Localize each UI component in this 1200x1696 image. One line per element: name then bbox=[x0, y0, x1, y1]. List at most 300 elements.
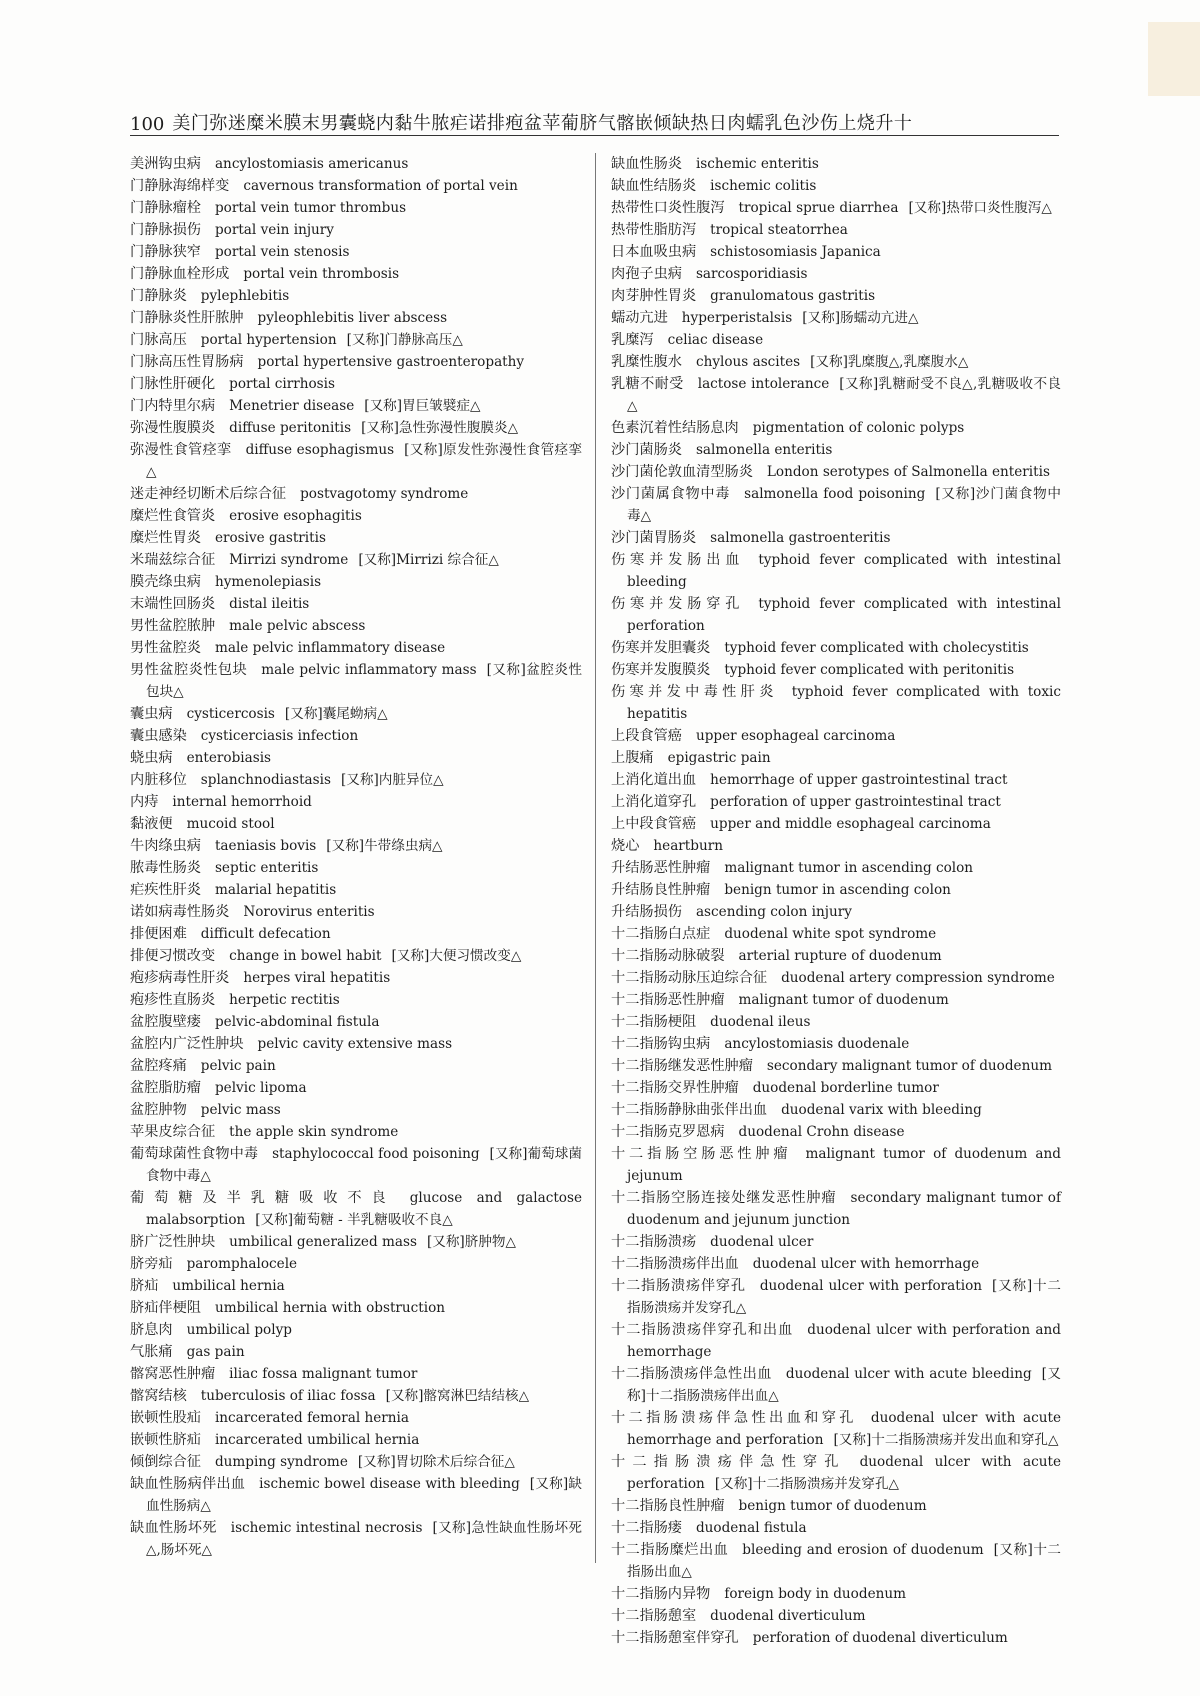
term-alias: [又称]乳糖耐受不良△,乳糖吸收不良△ bbox=[627, 376, 1061, 414]
glossary-entry bbox=[130, 1275, 582, 1297]
term-chinese: 盆腔疼痛 bbox=[130, 1058, 187, 1074]
term-chinese: 十二指肠溃疡伴穿孔和出血 bbox=[611, 1322, 794, 1338]
term-alias: [又称]原发性弥漫性食管痉挛△ bbox=[146, 442, 582, 480]
term-chinese: 倾倒综合征 bbox=[130, 1454, 201, 1470]
glossary-entry bbox=[611, 857, 1061, 879]
glossary-entry bbox=[130, 857, 582, 879]
glossary-entry bbox=[611, 1099, 1061, 1121]
term-english: ischemic bowel disease with bleeding bbox=[259, 1476, 520, 1492]
glossary-entry bbox=[130, 1429, 582, 1451]
term-english: malignant tumor of duodenum bbox=[738, 992, 949, 1008]
term-chinese: 男性盆腔炎 bbox=[130, 640, 201, 656]
term-alias: [又称]沙门菌食物中毒△ bbox=[627, 486, 1061, 524]
glossary-entry bbox=[130, 1253, 582, 1275]
term-english: postvagotomy syndrome bbox=[300, 486, 469, 502]
glossary-entry bbox=[611, 1011, 1061, 1033]
term-english: heartburn bbox=[653, 838, 723, 854]
term-chinese: 排便困难 bbox=[130, 926, 187, 942]
term-chinese: 脓毒性肠炎 bbox=[130, 860, 201, 876]
glossary-entry bbox=[611, 1517, 1061, 1539]
term-chinese: 门静脉狭窄 bbox=[130, 244, 201, 260]
glossary-entry bbox=[130, 1297, 582, 1319]
term-english: umbilical generalized mass bbox=[229, 1234, 417, 1250]
term-chinese: 上腹痛 bbox=[611, 750, 654, 766]
term-alias: [又称]热带口炎性腹泻△ bbox=[908, 200, 1052, 216]
term-chinese: 十二指肠继发恶性肿瘤 bbox=[611, 1058, 753, 1074]
left-column bbox=[130, 153, 582, 1561]
glossary-entry bbox=[611, 659, 1061, 681]
glossary-entry bbox=[611, 923, 1061, 945]
term-english: upper esophageal carcinoma bbox=[695, 728, 896, 744]
term-alias: [又称]十二指肠溃疡并发出血和穿孔△ bbox=[833, 1432, 1059, 1448]
term-chinese: 苹果皮综合征 bbox=[130, 1124, 216, 1140]
glossary-entry bbox=[611, 329, 1061, 351]
term-english: duodenal ulcer with acute hemorrhage and perforation bbox=[627, 1410, 1061, 1448]
glossary-entry bbox=[130, 1011, 582, 1033]
term-english: diffuse esophagismus bbox=[245, 442, 395, 458]
glossary-entry bbox=[130, 1517, 582, 1561]
term-chinese: 髂窝恶性肿瘤 bbox=[130, 1366, 216, 1382]
glossary-entry bbox=[130, 1143, 582, 1187]
term-alias: [又称]急性弥漫性腹膜炎△ bbox=[361, 420, 519, 436]
glossary-entry bbox=[130, 175, 582, 197]
term-chinese: 升结肠良性肿瘤 bbox=[611, 882, 711, 898]
term-english: pelvic cavity extensive mass bbox=[257, 1036, 453, 1052]
term-english: benign tumor of duodenum bbox=[738, 1498, 927, 1514]
glossary-entry bbox=[611, 1077, 1061, 1099]
term-english: duodenal ulcer with acute bleeding bbox=[785, 1366, 1032, 1382]
term-english: umbilical hernia bbox=[172, 1278, 285, 1294]
glossary-entry bbox=[130, 1473, 582, 1517]
term-alias: [又称]牛带绦虫病△ bbox=[326, 838, 443, 854]
term-chinese: 十二指肠溃疡 bbox=[611, 1234, 697, 1250]
term-english: malarial hepatitis bbox=[214, 882, 337, 898]
glossary-entry bbox=[611, 1055, 1061, 1077]
term-alias: [又称]缺血性肠病△ bbox=[146, 1476, 583, 1514]
term-english: mucoid stool bbox=[186, 816, 275, 832]
term-english: chylous ascites bbox=[695, 354, 801, 370]
glossary-entry bbox=[611, 417, 1061, 439]
glossary-entry bbox=[130, 593, 582, 615]
term-english: bleeding and erosion of duodenum bbox=[742, 1542, 984, 1558]
glossary-entry bbox=[611, 175, 1061, 197]
term-chinese: 肉芽肿性胃炎 bbox=[611, 288, 697, 304]
glossary-entry bbox=[130, 1077, 582, 1099]
term-english: duodenal ileus bbox=[710, 1014, 811, 1030]
term-chinese: 疱疹病毒性肝炎 bbox=[130, 970, 230, 986]
term-chinese: 沙门菌胃肠炎 bbox=[611, 530, 697, 546]
term-chinese: 脐息肉 bbox=[130, 1322, 173, 1338]
glossary-entry bbox=[130, 879, 582, 901]
term-english: staphylococcal food poisoning bbox=[272, 1146, 480, 1162]
term-english: hemorrhage of upper gastrointestinal tract bbox=[710, 772, 1008, 788]
glossary-entry bbox=[130, 417, 582, 439]
term-chinese: 米瑞兹综合征 bbox=[130, 552, 216, 568]
term-english: foreign body in duodenum bbox=[724, 1586, 907, 1602]
term-chinese: 乳糜泻 bbox=[611, 332, 654, 348]
term-english: typhoid fever complicated with toxic hepatitis bbox=[627, 684, 1061, 722]
term-chinese: 沙门菌属食物中毒 bbox=[611, 486, 731, 502]
term-chinese: 门静脉损伤 bbox=[130, 222, 201, 238]
term-english: secondary malignant tumor of duodenum and jejunum junction bbox=[627, 1190, 1061, 1228]
glossary-entry bbox=[130, 1055, 582, 1077]
term-chinese: 十二指肠糜烂出血 bbox=[611, 1542, 729, 1558]
glossary-entry bbox=[611, 1187, 1061, 1231]
term-chinese: 美洲钩虫病 bbox=[130, 156, 201, 172]
term-chinese: 沙门菌肠炎 bbox=[611, 442, 682, 458]
term-alias: [又称]十二指肠溃疡伴出血△ bbox=[627, 1366, 1061, 1404]
term-alias: [又称]葡萄糖 - 半乳糖吸收不良△ bbox=[255, 1212, 453, 1228]
term-english: distal ileitis bbox=[229, 596, 310, 612]
term-english: perforation of duodenal diverticulum bbox=[752, 1630, 1008, 1646]
glossary-entry bbox=[130, 1121, 582, 1143]
page-header bbox=[130, 105, 1059, 135]
header-rule bbox=[130, 135, 1059, 136]
term-chinese: 迷走神经切断术后综合征 bbox=[130, 486, 287, 502]
term-english: benign tumor in ascending colon bbox=[724, 882, 951, 898]
glossary-entry bbox=[611, 747, 1061, 769]
glossary-entry bbox=[611, 901, 1061, 923]
term-chinese: 上消化道穿孔 bbox=[611, 794, 697, 810]
glossary-entry bbox=[611, 835, 1061, 857]
glossary-entry bbox=[611, 219, 1061, 241]
term-chinese: 脐疝 bbox=[130, 1278, 159, 1294]
glossary-entry bbox=[611, 769, 1061, 791]
term-english: pyleophlebitis liver abscess bbox=[257, 310, 448, 326]
term-chinese: 门静脉海绵样变 bbox=[130, 178, 230, 194]
term-chinese: 十二指肠溃疡伴穿孔 bbox=[611, 1278, 746, 1294]
term-chinese: 门静脉血栓形成 bbox=[130, 266, 230, 282]
term-english: glucose and galactose malabsorption bbox=[146, 1190, 582, 1228]
term-alias: [又称]大便习惯改变△ bbox=[391, 948, 522, 964]
term-chinese: 十二指肠交界性肿瘤 bbox=[611, 1080, 739, 1096]
glossary-entry bbox=[130, 923, 582, 945]
term-chinese: 门脉高压 bbox=[130, 332, 187, 348]
term-alias: [又称]十二指肠溃疡并发穿孔△ bbox=[714, 1476, 899, 1492]
term-chinese: 脐广泛性肿块 bbox=[130, 1234, 216, 1250]
term-english: duodenal ulcer with perforation bbox=[759, 1278, 983, 1294]
term-english: secondary malignant tumor of duodenum bbox=[766, 1058, 1052, 1074]
glossary-entry bbox=[130, 637, 582, 659]
term-english: pylephlebitis bbox=[200, 288, 290, 304]
term-chinese: 十二指肠白点症 bbox=[611, 926, 711, 942]
term-english: male pelvic abscess bbox=[229, 618, 366, 634]
term-english: portal hypertensive gastroenteropathy bbox=[257, 354, 525, 370]
term-english: erosive gastritis bbox=[214, 530, 326, 546]
term-english: incarcerated umbilical hernia bbox=[214, 1432, 420, 1448]
glossary-entry bbox=[130, 901, 582, 923]
term-chinese: 排便习惯改变 bbox=[130, 948, 216, 964]
term-english: cysticerciasis infection bbox=[200, 728, 359, 744]
glossary-entry bbox=[130, 835, 582, 857]
term-chinese: 沙门菌伦敦血清型肠炎 bbox=[611, 464, 753, 480]
glossary-entry bbox=[130, 153, 582, 175]
glossary-entry bbox=[611, 153, 1061, 175]
term-chinese: 乳糖不耐受 bbox=[611, 376, 684, 392]
term-english: Mirrizi syndrome bbox=[229, 552, 349, 568]
term-english: duodenal ulcer with perforation and hemorrhage bbox=[627, 1322, 1061, 1360]
term-english: duodenal varix with bleeding bbox=[781, 1102, 982, 1118]
term-english: duodenal ulcer with hemorrhage bbox=[752, 1256, 980, 1272]
glossary-entry bbox=[130, 1451, 582, 1473]
glossary-entry bbox=[611, 989, 1061, 1011]
term-english: ascending colon injury bbox=[695, 904, 852, 920]
term-english: herpetic rectitis bbox=[229, 992, 340, 1008]
term-english: iliac fossa malignant tumor bbox=[229, 1366, 418, 1382]
term-english: hyperperistalsis bbox=[681, 310, 793, 326]
glossary-entry bbox=[611, 197, 1061, 219]
term-chinese: 牛肉绦虫病 bbox=[130, 838, 201, 854]
glossary-entry bbox=[611, 945, 1061, 967]
glossary-entry bbox=[611, 263, 1061, 285]
column-divider bbox=[595, 153, 596, 1563]
glossary-entry bbox=[130, 241, 582, 263]
term-chinese: 末端性回肠炎 bbox=[130, 596, 216, 612]
term-chinese: 脐旁疝 bbox=[130, 1256, 173, 1272]
term-chinese: 疟疾性肝炎 bbox=[130, 882, 201, 898]
term-english: schistosomiasis Japanica bbox=[710, 244, 881, 260]
term-chinese: 十二指肠良性肿瘤 bbox=[611, 1498, 725, 1514]
term-english: pelvic-abdominal fistula bbox=[214, 1014, 380, 1030]
term-english: male pelvic inflammatory disease bbox=[214, 640, 446, 656]
term-chinese: 门静脉炎 bbox=[130, 288, 187, 304]
term-english: cysticercosis bbox=[186, 706, 275, 722]
term-english: salmonella food poisoning bbox=[744, 486, 926, 502]
glossary-entry bbox=[130, 285, 582, 307]
term-chinese: 伤寒并发胆囊炎 bbox=[611, 640, 711, 656]
term-english: portal vein injury bbox=[214, 222, 334, 238]
term-chinese: 十二指肠憩室 bbox=[611, 1608, 697, 1624]
glossary-entry bbox=[130, 1033, 582, 1055]
term-english: epigastric pain bbox=[667, 750, 771, 766]
term-english: Menetrier disease bbox=[229, 398, 355, 414]
term-english: arterial rupture of duodenum bbox=[738, 948, 942, 964]
term-chinese: 十二指肠溃疡伴急性出血和穿孔 bbox=[611, 1410, 857, 1426]
term-english: duodenal Crohn disease bbox=[738, 1124, 905, 1140]
term-chinese: 糜烂性食管炎 bbox=[130, 508, 216, 524]
term-english: septic enteritis bbox=[214, 860, 319, 876]
term-chinese: 十二指肠溃疡伴出血 bbox=[611, 1256, 739, 1272]
term-english: portal hypertension bbox=[200, 332, 337, 348]
glossary-entry bbox=[130, 1407, 582, 1429]
glossary-entry bbox=[130, 373, 582, 395]
glossary-entry bbox=[611, 1363, 1061, 1407]
term-chinese: 门内特里尔病 bbox=[130, 398, 216, 414]
term-english: splanchnodiastasis bbox=[200, 772, 331, 788]
term-english: malignant tumor of duodenum and jejunum bbox=[627, 1146, 1061, 1184]
term-chinese: 嵌顿性股疝 bbox=[130, 1410, 201, 1426]
term-chinese: 囊虫病 bbox=[130, 706, 173, 722]
term-chinese: 门脉高压性胃肠病 bbox=[130, 354, 244, 370]
term-english: portal vein tumor thrombus bbox=[214, 200, 407, 216]
term-english: salmonella gastroenteritis bbox=[710, 530, 891, 546]
term-chinese: 内痔 bbox=[130, 794, 159, 810]
glossary-entry bbox=[611, 351, 1061, 373]
glossary-entry bbox=[611, 241, 1061, 263]
term-chinese: 盆腔腹壁瘘 bbox=[130, 1014, 201, 1030]
term-chinese: 盆腔内广泛性肿块 bbox=[130, 1036, 244, 1052]
term-english: the apple skin syndrome bbox=[229, 1124, 399, 1140]
glossary-entry bbox=[130, 659, 582, 703]
term-alias: [又称]胃巨皱襞症△ bbox=[364, 398, 481, 414]
term-chinese: 气胀痛 bbox=[130, 1344, 173, 1360]
term-english: typhoid fever complicated with peritonitis bbox=[724, 662, 1015, 678]
term-english: portal vein thrombosis bbox=[243, 266, 400, 282]
term-english: tropical steatorrhea bbox=[710, 222, 848, 238]
glossary-entry bbox=[130, 769, 582, 791]
glossary-entry bbox=[130, 1187, 582, 1231]
term-chinese: 十二指肠梗阻 bbox=[611, 1014, 697, 1030]
glossary-entry bbox=[130, 945, 582, 967]
glossary-entry bbox=[130, 263, 582, 285]
term-english: lactose intolerance bbox=[697, 376, 830, 392]
glossary-entry bbox=[130, 1341, 582, 1363]
term-english: pigmentation of colonic polyps bbox=[752, 420, 965, 436]
glossary-entry bbox=[130, 615, 582, 637]
term-alias: [又称]Mirrizi 综合征△ bbox=[358, 552, 499, 568]
glossary-entry bbox=[611, 1033, 1061, 1055]
glossary-entry bbox=[130, 329, 582, 351]
glossary-entry bbox=[130, 439, 582, 483]
glossary-entry bbox=[130, 1319, 582, 1341]
glossary-entry bbox=[130, 1231, 582, 1253]
term-alias: [又称]胃切除术后综合征△ bbox=[357, 1454, 515, 1470]
term-chinese: 葡萄球菌性食物中毒 bbox=[130, 1146, 259, 1162]
glossary-entry bbox=[130, 1363, 582, 1385]
term-english: gas pain bbox=[186, 1344, 245, 1360]
glossary-entry bbox=[611, 373, 1061, 417]
term-english: ancylostomiasis duodenale bbox=[724, 1036, 910, 1052]
term-chinese: 十二指肠恶性肿瘤 bbox=[611, 992, 725, 1008]
glossary-entry bbox=[130, 747, 582, 769]
glossary-entry bbox=[611, 1319, 1061, 1363]
term-english: hymenolepiasis bbox=[214, 574, 322, 590]
term-english: umbilical hernia with obstruction bbox=[214, 1300, 446, 1316]
glossary-entry bbox=[611, 1407, 1061, 1451]
term-english: taeniasis bovis bbox=[214, 838, 317, 854]
glossary-entry bbox=[130, 571, 582, 593]
term-chinese: 十二指肠空肠恶性肿瘤 bbox=[611, 1146, 792, 1162]
term-english: ischemic intestinal necrosis bbox=[230, 1520, 423, 1536]
term-chinese: 盆腔脂肪瘤 bbox=[130, 1080, 201, 1096]
term-chinese: 诺如病毒性肠炎 bbox=[130, 904, 230, 920]
glossary-entry bbox=[611, 1583, 1061, 1605]
term-chinese: 十二指肠空肠连接处继发恶性肿瘤 bbox=[611, 1190, 837, 1206]
term-chinese: 十二指肠溃疡伴急性出血 bbox=[611, 1366, 772, 1382]
term-chinese: 男性盆腔炎性包块 bbox=[130, 662, 248, 678]
term-chinese: 缺血性结肠炎 bbox=[611, 178, 697, 194]
term-english: duodenal artery compression syndrome bbox=[781, 970, 1055, 986]
term-english: perforation of upper gastrointestinal tract bbox=[710, 794, 1001, 810]
term-english: pelvic mass bbox=[200, 1102, 281, 1118]
term-english: incarcerated femoral hernia bbox=[214, 1410, 409, 1426]
glossary-entry bbox=[611, 593, 1061, 637]
term-alias: [又称]葡萄球菌食物中毒△ bbox=[146, 1146, 582, 1184]
term-chinese: 葡萄糖及半乳糖吸收不良 bbox=[130, 1190, 396, 1206]
term-chinese: 糜烂性胃炎 bbox=[130, 530, 201, 546]
term-chinese: 囊虫感染 bbox=[130, 728, 187, 744]
term-chinese: 髂窝结核 bbox=[130, 1388, 187, 1404]
glossary-entry bbox=[611, 725, 1061, 747]
glossary-entry bbox=[611, 1605, 1061, 1627]
term-english: malignant tumor in ascending colon bbox=[724, 860, 974, 876]
term-english: ancylostomiasis americanus bbox=[214, 156, 409, 172]
term-chinese: 蛲虫病 bbox=[130, 750, 173, 766]
term-english: ischemic enteritis bbox=[695, 156, 819, 172]
glossary-entry bbox=[611, 967, 1061, 989]
term-english: typhoid fever complicated with intestinal perforation bbox=[627, 596, 1061, 634]
term-chinese: 热带性脂肪泻 bbox=[611, 222, 697, 238]
term-english: duodenal fistula bbox=[695, 1520, 807, 1536]
term-english: difficult defecation bbox=[200, 926, 331, 942]
term-chinese: 十二指肠钩虫病 bbox=[611, 1036, 711, 1052]
glossary-entry bbox=[611, 1253, 1061, 1275]
term-english: celiac disease bbox=[667, 332, 764, 348]
term-alias: [又称]十二指肠溃疡并发穿孔△ bbox=[627, 1278, 1061, 1316]
term-english: ischemic colitis bbox=[710, 178, 817, 194]
glossary-entry bbox=[611, 527, 1061, 549]
term-chinese: 伤寒并发中毒性肝炎 bbox=[611, 684, 778, 700]
term-chinese: 弥漫性食管痉挛 bbox=[130, 442, 232, 458]
glossary-entry bbox=[130, 813, 582, 835]
term-english: typhoid fever complicated with cholecystitis bbox=[724, 640, 1029, 656]
term-chinese: 色素沉着性结肠息肉 bbox=[611, 420, 739, 436]
term-chinese: 肉孢子虫病 bbox=[611, 266, 682, 282]
term-chinese: 十二指肠瘘 bbox=[611, 1520, 682, 1536]
glossary-entry bbox=[130, 1099, 582, 1121]
term-chinese: 缺血性肠病伴出血 bbox=[130, 1476, 246, 1492]
term-chinese: 膜壳绦虫病 bbox=[130, 574, 201, 590]
term-english: duodenal diverticulum bbox=[710, 1608, 866, 1624]
glossary-entry bbox=[130, 967, 582, 989]
term-english: pelvic pain bbox=[200, 1058, 276, 1074]
term-chinese: 十二指肠内异物 bbox=[611, 1586, 711, 1602]
glossary-entry bbox=[611, 1275, 1061, 1319]
glossary-entry bbox=[130, 989, 582, 1011]
glossary-entry bbox=[130, 505, 582, 527]
term-english: paromphalocele bbox=[186, 1256, 298, 1272]
glossary-entry bbox=[611, 681, 1061, 725]
glossary-entry bbox=[611, 461, 1061, 483]
term-chinese: 十二指肠静脉曲张伴出血 bbox=[611, 1102, 768, 1118]
term-chinese: 弥漫性腹膜炎 bbox=[130, 420, 216, 436]
term-english: upper and middle esophageal carcinoma bbox=[710, 816, 991, 832]
term-chinese: 十二指肠动脉破裂 bbox=[611, 948, 725, 964]
term-english: erosive esophagitis bbox=[229, 508, 362, 524]
glossary-entry bbox=[611, 813, 1061, 835]
glossary-entry bbox=[130, 307, 582, 329]
term-english: typhoid fever complicated with intestinal bleeding bbox=[627, 552, 1061, 590]
term-chinese: 十二指肠憩室伴穿孔 bbox=[611, 1630, 739, 1646]
glossary-entry bbox=[130, 197, 582, 219]
glossary-entry bbox=[611, 637, 1061, 659]
term-english: enterobiasis bbox=[186, 750, 272, 766]
glossary-entry bbox=[130, 527, 582, 549]
term-chinese: 日本血吸虫病 bbox=[611, 244, 697, 260]
glossary-entry bbox=[611, 439, 1061, 461]
term-chinese: 脐疝伴梗阻 bbox=[130, 1300, 201, 1316]
term-english: salmonella enteritis bbox=[695, 442, 833, 458]
term-english: duodenal ulcer bbox=[710, 1234, 814, 1250]
term-english: duodenal borderline tumor bbox=[752, 1080, 939, 1096]
term-chinese: 疱疹性直肠炎 bbox=[130, 992, 216, 1008]
term-alias: [又称]乳糜腹△,乳糜腹水△ bbox=[810, 354, 969, 370]
term-english: diffuse peritonitis bbox=[229, 420, 352, 436]
term-alias: [又称]内脏异位△ bbox=[340, 772, 444, 788]
term-english: change in bowel habit bbox=[229, 948, 382, 964]
term-english: sarcosporidiasis bbox=[695, 266, 808, 282]
term-chinese: 伤寒并发腹膜炎 bbox=[611, 662, 711, 678]
